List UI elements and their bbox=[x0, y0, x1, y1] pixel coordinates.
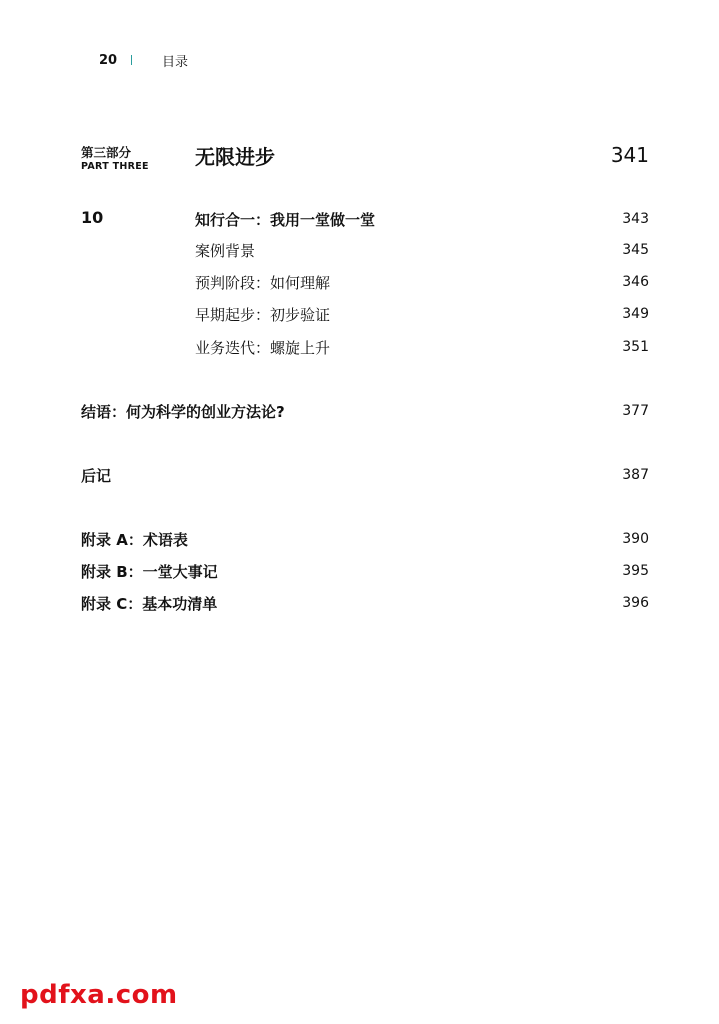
toc-entry-title: 后记 bbox=[81, 467, 112, 485]
toc-entry[interactable] bbox=[195, 304, 649, 326]
toc-entry-title: 知行合一：我用一堂做一堂 bbox=[195, 211, 376, 229]
toc-entry[interactable] bbox=[195, 240, 649, 262]
toc-entry-page: 396 bbox=[622, 595, 649, 611]
part-label-en: PART THREE bbox=[81, 161, 149, 172]
toc-entry-page: 345 bbox=[622, 242, 649, 258]
part-page-number: 341 bbox=[610, 143, 649, 167]
toc-entry-title: 案例背景 bbox=[195, 242, 256, 260]
toc-conclusion[interactable] bbox=[81, 401, 649, 423]
header-divider bbox=[131, 55, 132, 65]
header-title: 目录 bbox=[162, 54, 189, 70]
watermark: pdfxa.com bbox=[20, 980, 178, 1010]
toc-entry[interactable] bbox=[195, 209, 649, 231]
toc-entry-title: 早期起步：初步验证 bbox=[195, 306, 331, 324]
part-label-cn: 第三部分 bbox=[81, 145, 132, 160]
toc-entry-page: 377 bbox=[622, 403, 649, 419]
toc-afterword[interactable] bbox=[81, 465, 649, 487]
toc-entry-page: 346 bbox=[622, 274, 649, 290]
toc-entry-title: 附录 C：基本功清单 bbox=[81, 595, 218, 613]
toc-appendix-a[interactable] bbox=[81, 529, 649, 551]
page-header bbox=[99, 50, 188, 70]
toc-entry-title: 业务迭代：螺旋上升 bbox=[195, 339, 331, 357]
toc-appendix-b[interactable] bbox=[81, 561, 649, 583]
toc-entry-page: 387 bbox=[622, 467, 649, 483]
chapter-number: 10 bbox=[81, 208, 104, 227]
toc-entry-page: 349 bbox=[622, 306, 649, 322]
toc-entry-title: 预判阶段：如何理解 bbox=[195, 274, 331, 292]
toc-entry-title: 附录 A：术语表 bbox=[81, 531, 188, 549]
toc-entry[interactable] bbox=[195, 272, 649, 294]
toc-entry-title: 附录 B：一堂大事记 bbox=[81, 563, 218, 581]
part-title[interactable]: 无限进步 bbox=[195, 145, 275, 169]
toc-entry-page: 351 bbox=[622, 339, 649, 355]
toc-entry-page: 343 bbox=[622, 211, 649, 227]
toc-entry-title: 结语：何为科学的创业方法论? bbox=[81, 403, 285, 421]
header-page-number: 20 bbox=[99, 52, 118, 68]
toc-entry-page: 395 bbox=[622, 563, 649, 579]
toc-appendix-c[interactable] bbox=[81, 593, 649, 615]
part-heading bbox=[81, 140, 649, 180]
toc-entry-page: 390 bbox=[622, 531, 649, 547]
toc-entry[interactable] bbox=[195, 337, 649, 359]
